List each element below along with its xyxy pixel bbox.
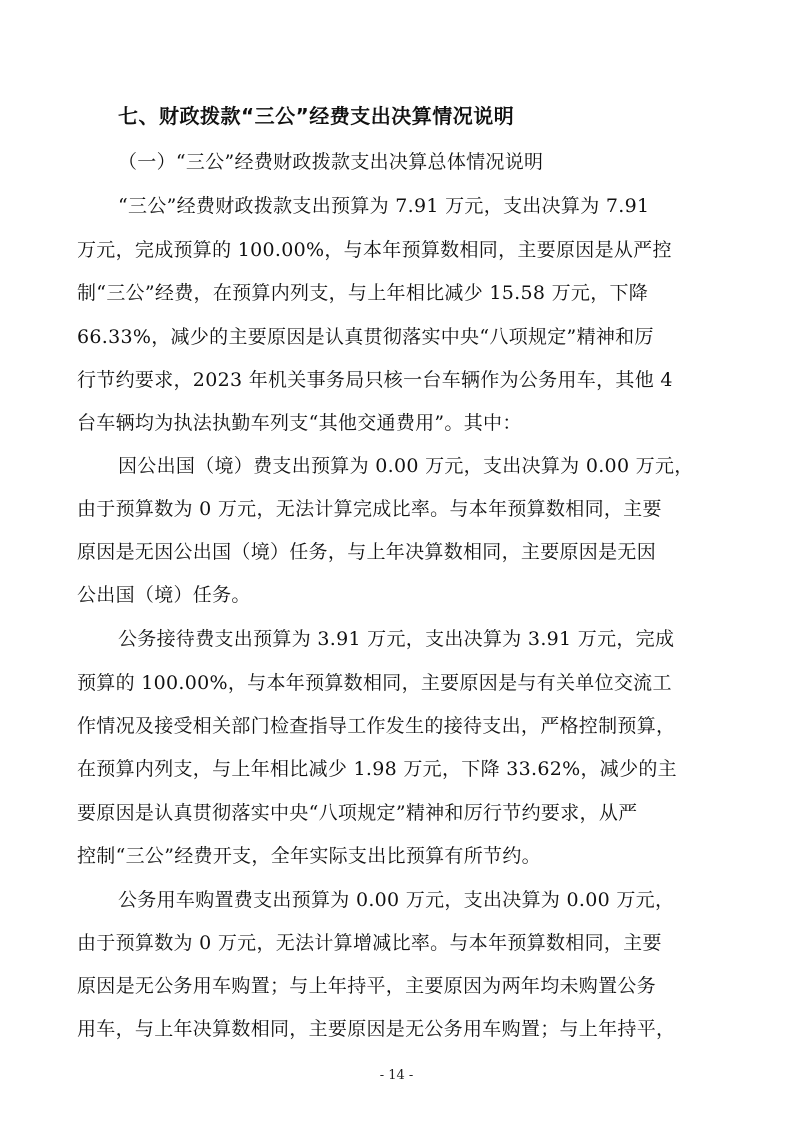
paragraph-line: 66.33%，减少的主要原因是认真贯彻落实中央“八项规定”精神和厉 [77,326,654,348]
paragraph-line: 由于预算数为 0 万元，无法计算完成比率。与本年预算数相同，主要 [77,498,662,520]
paragraph-line: 作情况及接受相关部门检查指导工作发生的接待支出，严格控制预算， [77,715,676,737]
paragraph-line: 因公出国（境）费支出预算为 0.00 万元，支出决算为 0.00 万元， [118,455,694,477]
paragraph-line: 控制“三公”经费开支，全年实际支出比预算有所节约。 [77,845,541,867]
paragraph-line: 预算的 100.00%，与本年预算数相同，主要原因是与有关单位交流工 [77,672,672,694]
paragraph-line: 行节约要求，2023 年机关事务局只核一台车辆作为公务用车，其他 4 [77,369,673,391]
paragraph-line: 万元，完成预算的 100.00%，与本年预算数相同，主要原因是从严控 [77,239,672,261]
paragraph-line: 用车，与上年决算数相同，主要原因是无公务用车购置；与上年持平， [77,1018,676,1040]
page-number: - 14 - [379,1068,414,1083]
section-title: 七、财政拨款“三公”经费支出决算情况说明 [118,104,515,128]
paragraph-line: 由于预算数为 0 万元，无法计算增减比率。与本年预算数相同，主要 [77,932,662,954]
paragraph-line: 台车辆均为执法执勤车列支“其他交通费用”。其中： [77,412,522,434]
paragraph-line: 原因是无公务用车购置；与上年持平，主要原因为两年均未购置公务 [77,975,657,997]
paragraph-line: 公出国（境）任务。 [77,584,251,606]
paragraph-line: 在预算内列支，与上年相比减少 1.98 万元，下降 33.62%，减少的主 [77,758,677,780]
paragraph-line: 原因是无因公出国（境）任务，与上年决算数相同，主要原因是无因 [77,541,657,563]
paragraph-line: 公务用车购置费支出预算为 0.00 万元，支出决算为 0.00 万元， [118,889,675,911]
paragraph-line: 制“三公”经费，在预算内列支，与上年相比减少 15.58 万元，下降 [77,282,649,304]
paragraph-line: “三公”经费财政拨款支出预算为 7.91 万元，支出决算为 7.91 [118,195,650,217]
subsection-title: （一）“三公”经费财政拨款支出决算总体情况说明 [118,151,544,173]
paragraph-line: 公务接待费支出预算为 3.91 万元，支出决算为 3.91 万元，完成 [118,628,675,650]
paragraph-line: 要原因是认真贯彻落实中央“八项规定”精神和厉行节约要求，从严 [77,802,638,824]
